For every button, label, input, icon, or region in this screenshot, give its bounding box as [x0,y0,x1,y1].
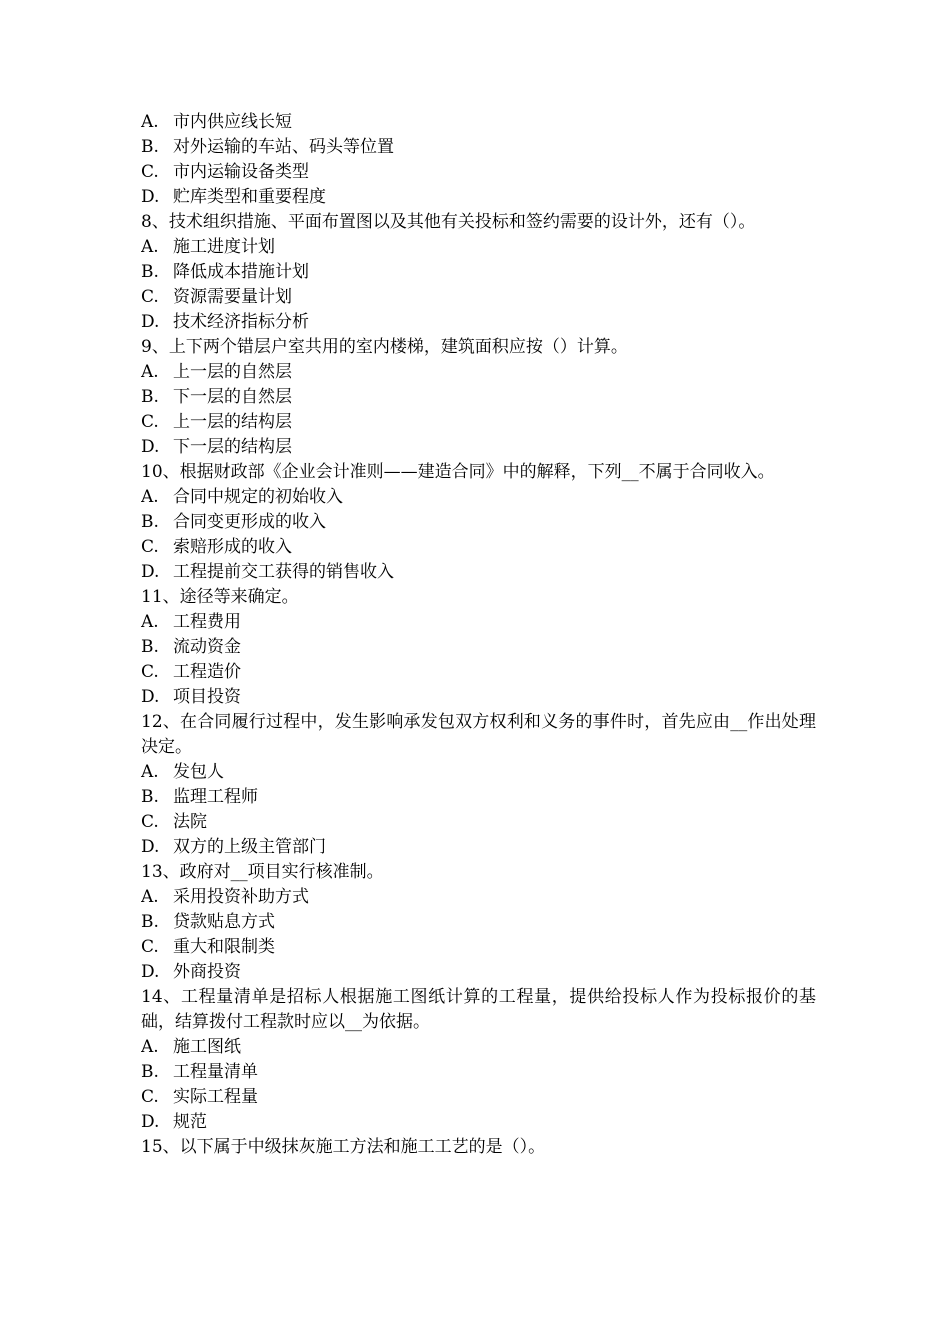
option-letter: C. [141,412,159,432]
option-letter: C. [141,662,159,682]
option-a [141,360,816,385]
intro-options [141,110,816,210]
option-text: 工程提前交工获得的销售收入 [173,562,394,582]
option-a [141,760,816,785]
option-d [141,310,816,335]
option-a [141,1035,816,1060]
option-text: 技术经济指标分析 [173,312,309,332]
option-text: 工程费用 [173,612,241,632]
option-letter: A. [141,237,159,257]
option-c [141,935,816,960]
option-letter: B. [141,137,159,157]
option-text: 施工图纸 [173,1037,241,1057]
option-d [141,835,816,860]
option-text: 监理工程师 [173,787,258,807]
option-text: 贮库类型和重要程度 [173,187,326,207]
option-text: 施工进度计划 [173,237,275,257]
option-text: 项目投资 [173,687,241,707]
option-text: 对外运输的车站、码头等位置 [173,137,394,157]
option-b [141,785,816,810]
question-text: 13、政府对__项目实行核准制。 [141,862,384,882]
option-text: 双方的上级主管部门 [173,837,326,857]
option-c [141,410,816,435]
option-b [141,260,816,285]
option-letter: A. [141,1037,159,1057]
option-letter: D. [141,187,160,207]
question-text: 11、途径等来确定。 [141,587,299,607]
option-letter: D. [141,1112,160,1132]
option-b [141,635,816,660]
option-letter: C. [141,937,159,957]
option-text: 工程造价 [173,662,241,682]
option-text: 外商投资 [173,962,241,982]
option-letter: C. [141,812,159,832]
option-text: 市内供应线长短 [173,112,292,132]
question-14 [141,985,816,1135]
option-text: 合同中规定的初始收入 [173,487,343,507]
option-text: 工程量清单 [173,1062,258,1082]
option-text: 索赔形成的收入 [173,537,292,557]
option-letter: C. [141,287,159,307]
option-letter: D. [141,687,160,707]
option-letter: B. [141,387,159,407]
option-letter: A. [141,112,159,132]
option-d [141,960,816,985]
document-page [141,110,816,1160]
option-letter: C. [141,537,159,557]
option-b [141,135,816,160]
option-letter: A. [141,487,159,507]
option-text: 采用投资补助方式 [173,887,309,907]
option-b [141,1060,816,1085]
option-letter: C. [141,1087,159,1107]
option-letter: B. [141,787,159,807]
question-9 [141,335,816,460]
option-c [141,160,816,185]
option-letter: D. [141,962,160,982]
option-a [141,235,816,260]
question-15 [141,1135,816,1160]
question-13 [141,860,816,985]
option-d [141,1110,816,1135]
question-text: 10、根据财政部《企业会计准则——建造合同》中的解释，下列__不属于合同收入。 [141,462,775,482]
option-a [141,610,816,635]
option-text: 重大和限制类 [173,937,275,957]
option-a [141,885,816,910]
option-text: 下一层的自然层 [173,387,292,407]
option-b [141,910,816,935]
option-c [141,535,816,560]
option-text: 上一层的结构层 [173,412,292,432]
option-b [141,385,816,410]
option-letter: D. [141,437,160,457]
option-letter: B. [141,512,159,532]
question-text: 14、工程量清单是招标人根据施工图纸计算的工程量，提供给投标人作为投标报价的基础，结算拨付工程款时应以__为依据。 [141,987,816,1032]
option-text: 资源需要量计划 [173,287,292,307]
option-letter: B. [141,1062,159,1082]
option-text: 降低成本措施计划 [173,262,309,282]
question-text: 9、上下两个错层户室共用的室内楼梯，建筑面积应按（）计算。 [141,337,628,357]
option-letter: B. [141,262,159,282]
option-d [141,560,816,585]
option-letter: D. [141,562,160,582]
question-text: 12、在合同履行过程中，发生影响承发包双方权利和义务的事件时，首先应由__作出处理决定。 [141,712,816,757]
option-letter: A. [141,762,159,782]
option-letter: B. [141,912,159,932]
question-text: 15、以下属于中级抹灰施工方法和施工工艺的是（）。 [141,1137,546,1157]
option-letter: D. [141,312,160,332]
option-text: 下一层的结构层 [173,437,292,457]
option-letter: A. [141,887,159,907]
option-d [141,685,816,710]
option-letter: C. [141,162,159,182]
question-8 [141,210,816,335]
option-text: 市内运输设备类型 [173,162,309,182]
option-a [141,110,816,135]
option-letter: A. [141,362,159,382]
option-c [141,810,816,835]
option-d [141,435,816,460]
option-text: 贷款贴息方式 [173,912,275,932]
option-text: 上一层的自然层 [173,362,292,382]
option-text: 流动资金 [173,637,241,657]
option-c [141,1085,816,1110]
option-b [141,510,816,535]
option-c [141,660,816,685]
question-12 [141,710,816,860]
option-text: 法院 [173,812,207,832]
option-text: 发包人 [173,762,224,782]
question-10 [141,460,816,585]
option-d [141,185,816,210]
option-a [141,485,816,510]
option-c [141,285,816,310]
option-letter: A. [141,612,159,632]
option-text: 规范 [173,1112,207,1132]
option-text: 合同变更形成的收入 [173,512,326,532]
option-letter: D. [141,837,160,857]
option-text: 实际工程量 [173,1087,258,1107]
question-11 [141,585,816,710]
question-text: 8、技术组织措施、平面布置图以及其他有关投标和签约需要的设计外，还有（）。 [141,212,756,232]
option-letter: B. [141,637,159,657]
